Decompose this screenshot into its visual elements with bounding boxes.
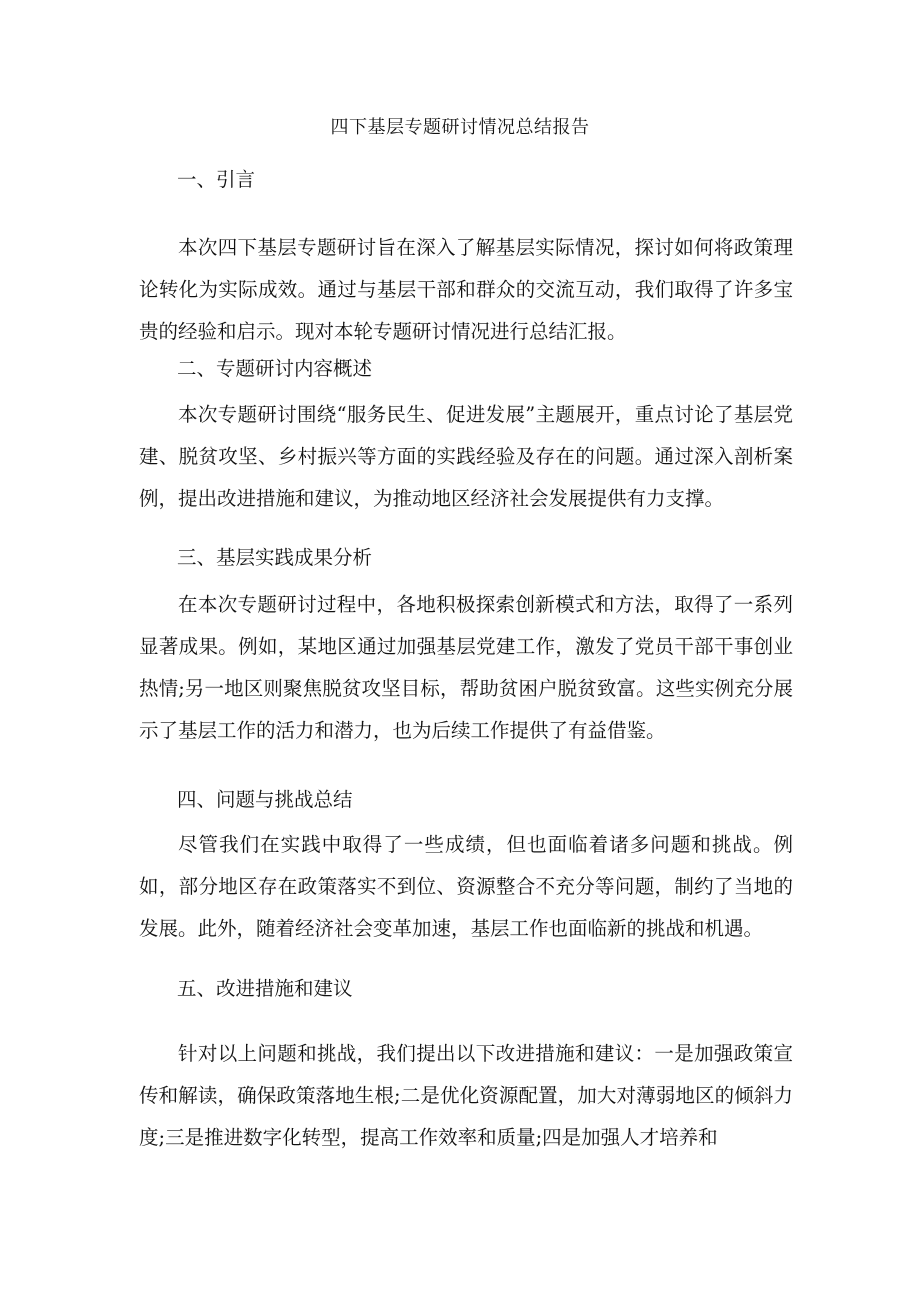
section-paragraph-results: 在本次专题研讨过程中，各地积极探索创新模式和方法，取得了一系列显著成果。例如，某地区通过加强基层党建工作，激发了党员干部干事创业热情;另一地区则聚焦脱贫攻坚目标，帮助贫困户脱贫致富。这些实例充分展示了基层工作的活力和潜力，也为后续工作提供了有益借鉴。 [139, 593, 793, 742]
section-heading-suggestions: 五、改进措施和建议 [177, 977, 353, 1000]
section-paragraph-intro: 本次四下基层专题研讨旨在深入了解基层实际情况，探讨如何将政策理论转化为实际成效。通过与基层干部和群众的交流互动，我们取得了许多宝贵的经验和启示。现对本轮专题研讨情况进行总结汇报。 [139, 236, 793, 343]
section-paragraph-overview: 本次专题研讨围绕“服务民生、促进发展”主题展开，重点讨论了基层党建、脱贫攻坚、乡村振兴等方面的实践经验及存在的问题。通过深入剖析案例，提出改进措施和建议，为推动地区经济社会发展提供有力支撑。 [139, 403, 793, 510]
section-heading-intro: 一、引言 [177, 168, 256, 191]
document-title: 四下基层专题研讨情况总结报告 [330, 117, 590, 138]
section-heading-problems: 四、问题与挑战总结 [177, 788, 353, 811]
section-paragraph-suggestions: 针对以上问题和挑战，我们提出以下改进措施和建议：一是加强政策宣传和解读，确保政策落地生根;二是优化资源配置，加大对薄弱地区的倾斜力度;三是推进数字化转型，提高工作效率和质量;四是加强人才培养和 [139, 1042, 793, 1149]
section-paragraph-problems: 尽管我们在实践中取得了一些成绩，但也面临着诸多问题和挑战。例如，部分地区存在政策落实不到位、资源整合不充分等问题，制约了当地的发展。此外，随着经济社会变革加速，基层工作也面临新的挑战和机遇。 [139, 833, 793, 940]
section-heading-overview: 二、专题研讨内容概述 [177, 357, 373, 380]
section-heading-results: 三、基层实践成果分析 [177, 546, 373, 569]
